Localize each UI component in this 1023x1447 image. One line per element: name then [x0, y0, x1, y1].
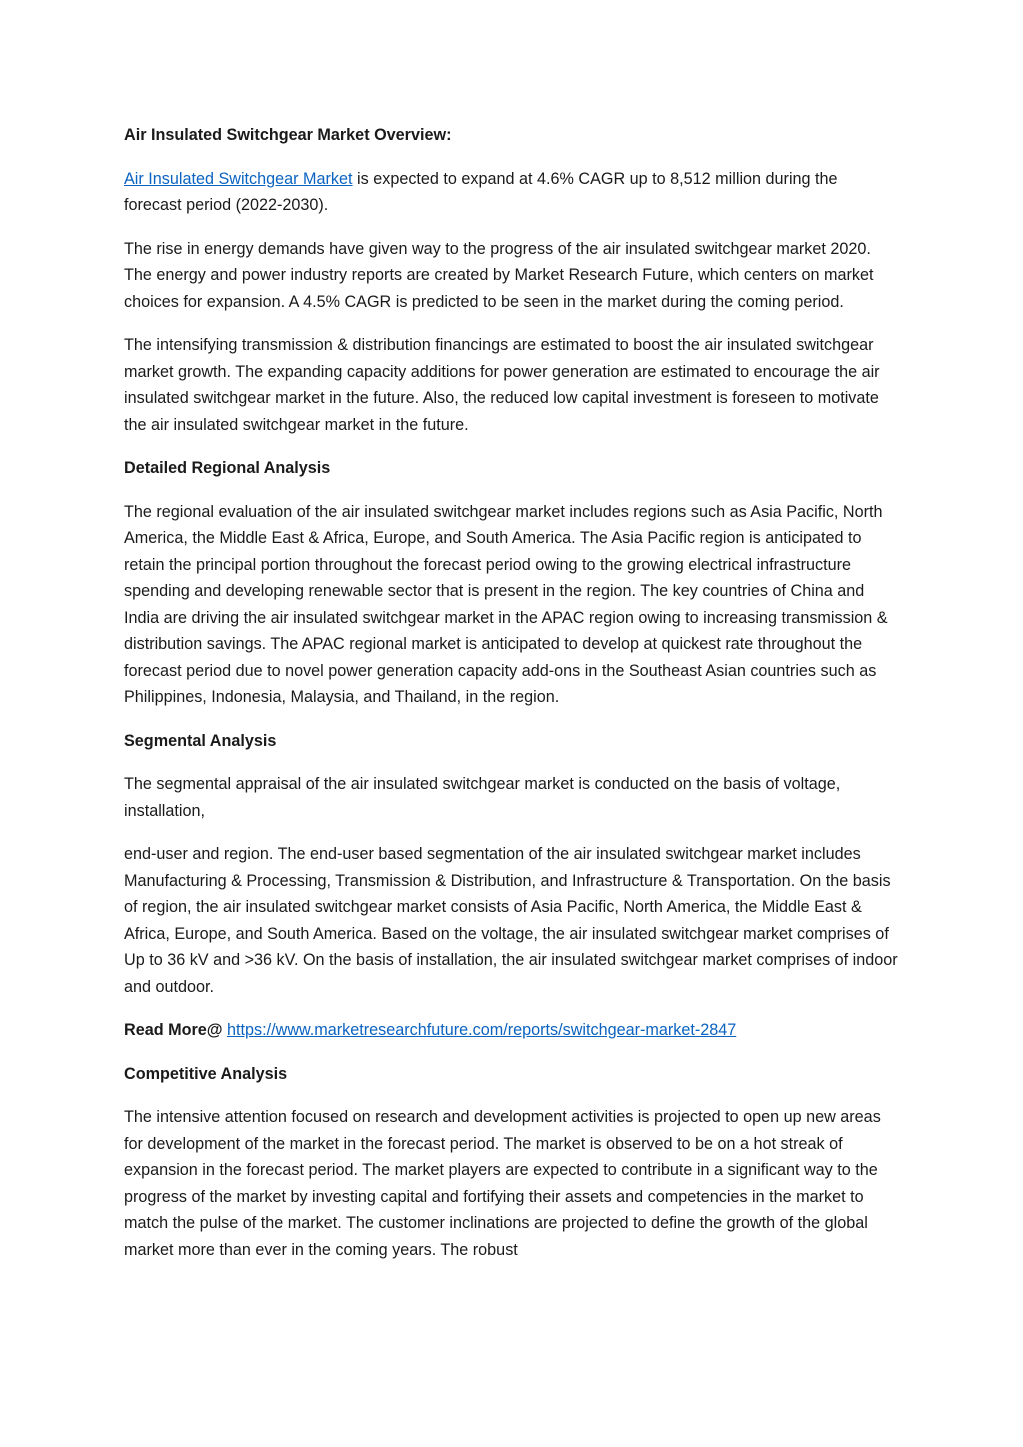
paragraph-transmission: The intensifying transmission & distribution financings are estimated to boost the air insulated switchgear market growth. The expanding capacity additions for power generation are estimated to encourage the air insulated switchgear market in the future. Also, the reduced low capital investment is foreseen to motivate the air insulated switchgear market in the future. [124, 336, 880, 434]
heading-competitive-analysis: Competitive Analysis [124, 1064, 288, 1083]
heading-segmental-analysis: Segmental Analysis [124, 731, 277, 750]
heading-regional-analysis: Detailed Regional Analysis [124, 459, 331, 477]
read-more-line [124, 1017, 898, 1044]
intro-paragraph [124, 166, 898, 219]
paragraph-segmental-1: The segmental appraisal of the air insulated switchgear market is conducted on the basis of voltage, installation, [124, 775, 841, 820]
paragraph-competitive: The intensive attention focused on research and development activities is projected to open up new areas for development of the market in the forecast period. The market is observed to be on a hot streak of expansion in the forecast period. The market players are expected to contribute in a significant way to the progress of the market by investing capital and fortifying their assets and competencies in the market to match the pulse of the market. The customer inclinations are projected to define the growth of the global market more than ever in the coming years. The robust [124, 1108, 881, 1259]
intro-text: is expected to expand at 4.6% CAGR up to 8,512 million during the forecast period (2022-2030). [124, 169, 838, 214]
paragraph-segmental-2: end-user and region. The end-user based segmentation of the air insulated switchgear market includes Manufacturing & Processing, Transmission & Distribution, and Infrastructure & Transportation. On the basis of region, the air insulated switchgear market consists of Asia Pacific, North America, the Middle East & Africa, Europe, and South America. Based on the voltage, the air insulated switchgear market comprises of Up to 36 kV and >36 kV. On the basis of installation, the air insulated switchgear market comprises of indoor and outdoor. [124, 845, 898, 996]
paragraph-regional: The regional evaluation of the air insulated switchgear market includes regions such as Asia Pacific, North America, the Middle East & Africa, Europe, and South America. The Asia Pacific region is anticipated to retain the principal portion throughout the forecast period owing to the growing electrical infrastructure spending and developing renewable sector that is present in the region. The key countries of China and India are driving the air insulated switchgear market in the APAC region owing to increasing transmission & distribution savings. The APAC regional market is anticipated to develop at quickest rate throughout the forecast period due to novel power generation capacity add-ons in the Southeast Asian countries such as Philippines, Indonesia, Malaysia, and Thailand, in the region. [124, 502, 888, 706]
read-more-link[interactable]: https://www.marketresearchfuture.com/reports/switchgear-market-2847 [227, 1021, 737, 1039]
read-more-label: Read More@ [124, 1021, 223, 1039]
document-page [124, 122, 898, 1280]
document-title: Air Insulated Switchgear Market Overview: [124, 126, 452, 144]
market-link[interactable]: Air Insulated Switchgear Market [124, 169, 353, 188]
paragraph-energy-demand: The rise in energy demands have given way to the progress of the air insulated switchgear market 2020. The energy and power industry reports are created by Market Research Future, which centers on market choices for expansion. A 4.5% CAGR is predicted to be seen in the market during the coming period. [124, 239, 874, 311]
